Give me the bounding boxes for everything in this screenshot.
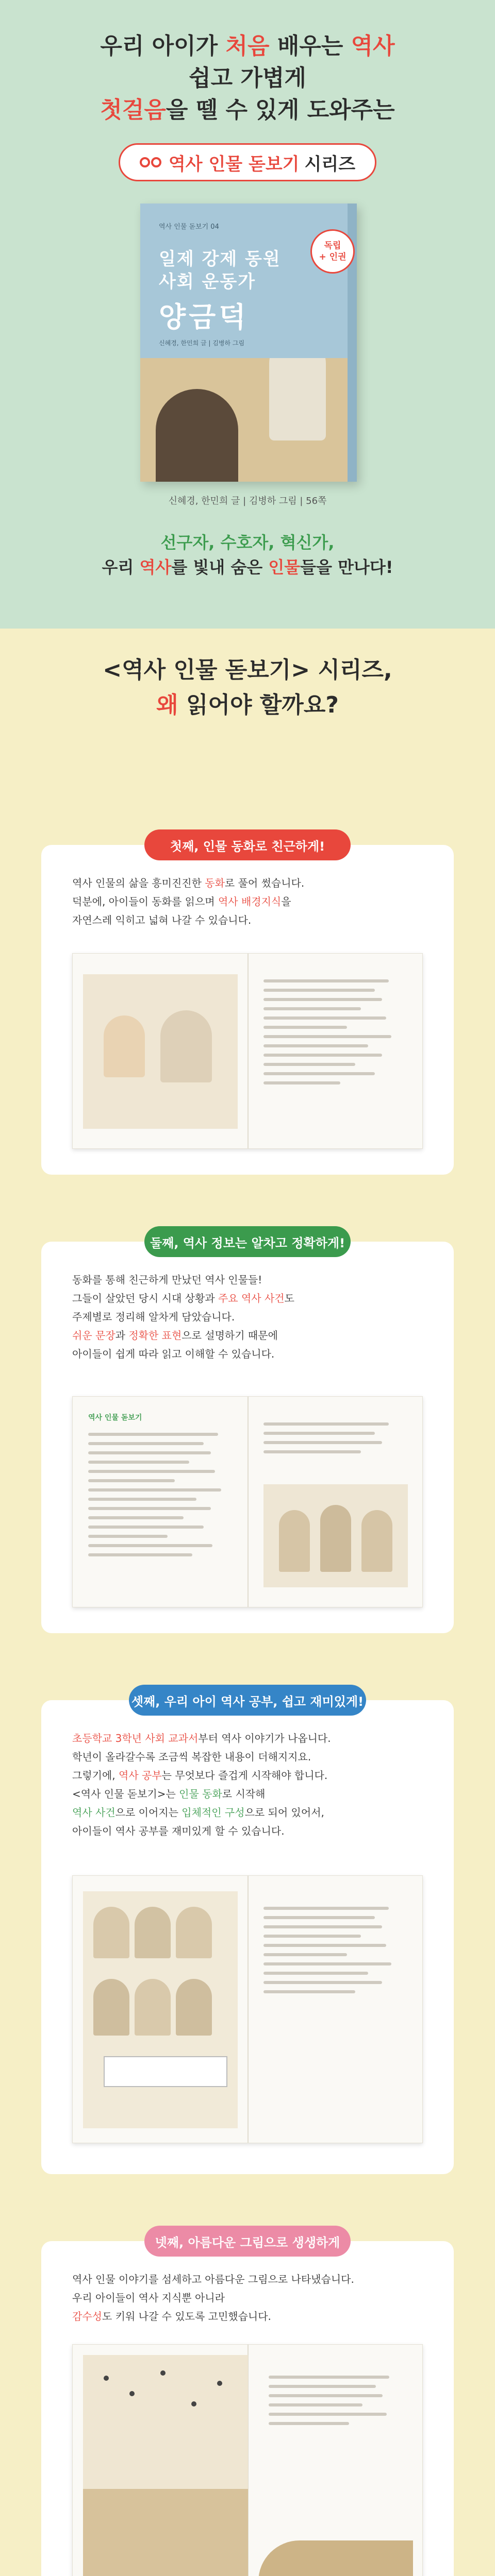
feature-card-4-text: 역사 인물 이야기를 섬세하고 아름다운 그림으로 나타냈습니다. 우리 아이들이 역사 지식뿐 아니라 감수성도 키워 나갈 수 있도록 고민했습니다.	[72, 2273, 354, 2323]
sub-line-1: 선구자, 수호자, 혁신가,	[160, 533, 335, 552]
book-badge: 독립 + 인권	[310, 229, 355, 274]
feature-card-1-text: 역사 인물의 삶을 흥미진진한 동화로 풀어 썼습니다. 덕분에, 아이들이 동화를 읽으며 역사 배경지식을 자연스레 익히고 넓혀 나갈 수 있습니다.	[72, 877, 305, 926]
why-title-line-1: <역사 인물 돋보기> 시리즈,	[103, 657, 392, 683]
feature-card-2	[41, 1235, 454, 1633]
book-series-tag: 역사 인물 돋보기 04	[159, 223, 219, 231]
book-caption: 신혜경, 한민희 글 | 김병하 그림 | 56쪽	[168, 496, 327, 506]
feature-card-3-label: 셋째, 우리 아이 역사 공부, 쉽고 재미있게!	[129, 1685, 366, 1716]
feature-card-4-label: 넷째, 아름다운 그림으로 생생하게	[144, 2226, 351, 2257]
sub-line-2: 우리 역사를 빛내 숨은 인물들을 만나다!	[102, 557, 393, 577]
series-pill: 역사 인물 돋보기 시리즈	[119, 143, 376, 181]
headline-line-2: 쉽고 가볍게	[189, 65, 306, 91]
book-spread-1	[72, 953, 423, 1149]
why-title-line-2: 왜 읽어야 할까요?	[156, 692, 339, 718]
feature-card-3-text: 초등학교 3학년 사회 교과서부터 역사 이야기가 나옵니다. 학년이 올라갈수록 조금씩 복잡한 내용이 더해지지요. 그렇기에, 역사 공부는 무엇보다 즐겁게 시작해야 합니다. <역사 인물 돋보기>는 인물 동화로 시작해 역사 사건으로 이어지는 입체적인 구성으로 되어 있어서, 아이들이 역사 공부를 재미있게 할 수 있습니다.	[72, 1732, 331, 1837]
book-spread-3	[72, 1875, 423, 2143]
feature-card-2-label: 둘째, 역사 정보는 알차고 정확하게!	[144, 1226, 351, 1257]
book-spread-2	[72, 1396, 423, 1607]
book-person-name: 양금덕	[159, 301, 249, 333]
feature-card-1-label: 첫째, 인물 동화로 친근하게!	[144, 829, 351, 860]
feature-card-4	[41, 2235, 454, 2576]
book-title-line-1: 일제 강제 동원	[159, 249, 281, 269]
headline-line-3: 첫걸음을 뗄 수 있게 도와주는	[100, 97, 395, 123]
feature-card-1	[41, 839, 454, 1175]
glasses-icon	[140, 157, 161, 167]
feature-card-3	[41, 1694, 454, 2174]
spread-heading: 역사 인물 돋보기	[88, 1414, 142, 1422]
hero-section	[0, 0, 495, 608]
book-cover	[140, 204, 357, 482]
headline-line-1: 우리 아이가 처음 배우는 역사	[100, 33, 395, 59]
book-title-line-2: 사회 운동가	[159, 272, 256, 292]
book-credit: 신혜경, 한민희 글 | 김병하 그림	[159, 340, 245, 347]
cover-illustration	[140, 358, 348, 482]
feature-card-2-text: 동화를 통해 친근하게 만났던 역사 인물들! 그들이 살았던 당시 시대 상황과 주요 역사 사건도 주제별로 정리해 알차게 담았습니다. 쉬운 문장과 정확한 표현으로 설명하기 때문에 아이들이 쉽게 따라 읽고 이해할 수 있습니다.	[72, 1274, 294, 1360]
book-spread-4	[72, 2344, 423, 2576]
